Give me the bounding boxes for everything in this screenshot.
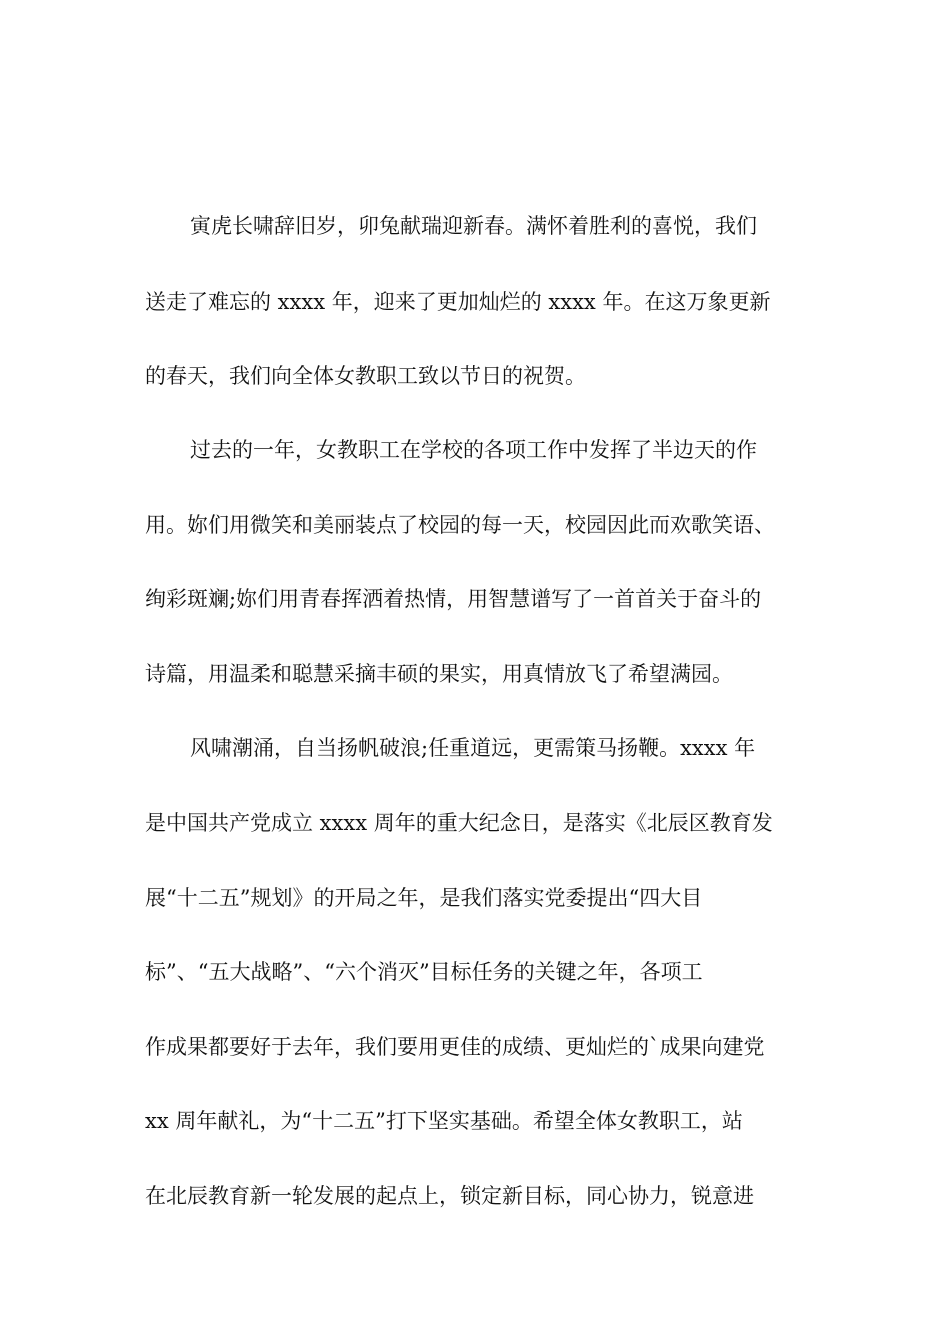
paragraph-3-line-1: 风啸潮涌，自当扬帆破浪;任重道远，更需策马扬鞭。xxxx 年 xyxy=(190,736,756,760)
paragraph-3-line-5: 作成果都要好于去年，我们要用更佳的成绩、更灿烂的`成果向建党 xyxy=(145,1035,765,1059)
paragraph-2-line-3: 绚彩斑斓;妳们用青春挥洒着热情，用智慧谱写了一首首关于奋斗的 xyxy=(145,587,762,611)
paragraph-3-line-4: 标”、“五大战略”、“六个消灭”目标任务的关键之年，各项工 xyxy=(145,960,703,984)
paragraph-3-line-2: 是中国共产党成立 xxxx 周年的重大纪念日，是落实《北辰区教育发 xyxy=(145,811,773,835)
paragraph-2-line-4: 诗篇，用温柔和聪慧采摘丰硕的果实，用真情放飞了希望满园。 xyxy=(145,662,733,686)
paragraph-3-line-3: 展“十二五”规划》的开局之年，是我们落实党委提出“四大目 xyxy=(145,886,703,910)
paragraph-1-line-1: 寅虎长啸辞旧岁，卯兔献瑞迎新春。满怀着胜利的喜悦，我们 xyxy=(190,214,757,238)
paragraph-3-line-7: 在北辰教育新一轮发展的起点上，锁定新目标，同心协力，锐意进 xyxy=(145,1184,754,1208)
paragraph-1-line-2: 送走了难忘的 xxxx 年，迎来了更加灿烂的 xxxx 年。在这万象更新 xyxy=(145,290,771,314)
paragraph-2-line-1: 过去的一年，女教职工在学校的各项工作中发挥了半边天的作 xyxy=(190,438,757,462)
paragraph-3-line-6: xx 周年献礼，为“十二五”打下坚实基础。希望全体女教职工，站 xyxy=(145,1109,743,1133)
paragraph-2-line-2: 用。妳们用微笑和美丽装点了校园的每一天，校园因此而欢歌笑语、 xyxy=(145,513,775,537)
paragraph-1-line-3: 的春天，我们向全体女教职工致以节日的祝贺。 xyxy=(145,364,586,388)
